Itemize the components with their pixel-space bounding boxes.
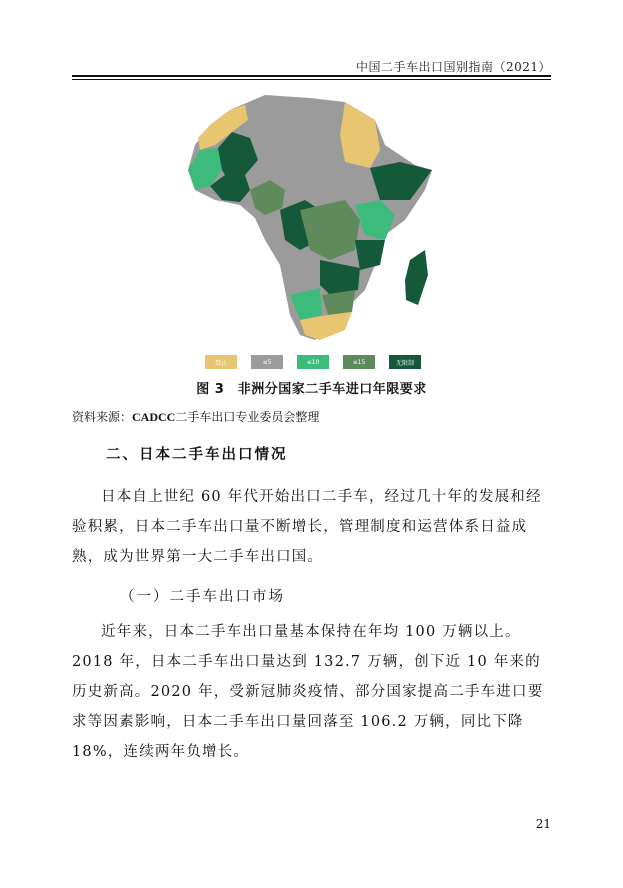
header-rule-thin <box>72 79 551 80</box>
paragraph-market: 近年来，日本二手车出口量基本保持在年均 100 万辆以上。2018 年，日本二手车出口量达到 132.7 万辆，创下近 10 年来的历史新高。2020 年，受新冠肺炎疫情、部分国家提高二手车进口要求等因素影响，日本二手车出口量回落至 106.2 万辆，同比下降 18%，连续两年负增长。 <box>72 624 544 760</box>
africa-map-svg <box>170 90 450 350</box>
region-egypt-sudan <box>340 102 380 168</box>
legend-item-15: ≤15 <box>343 355 375 369</box>
page-number: 21 <box>535 817 551 831</box>
header-rule <box>72 75 551 77</box>
figure-caption: 图 3 非洲分国家二手车进口年限要求 <box>196 382 427 397</box>
region-tanzania <box>355 240 385 270</box>
legend-item-unlimited: 无限制 <box>389 355 421 369</box>
map-legend <box>205 355 420 369</box>
running-header-title: 中国二手车出口国别指南（2021） <box>355 60 551 74</box>
legend-item-banned: 禁止 <box>205 355 237 369</box>
source-org: CADCC <box>132 410 176 424</box>
africa-map <box>170 90 450 350</box>
sub-heading: （一）二手车出口市场 <box>120 589 285 605</box>
region-madagascar <box>405 250 428 305</box>
source-line <box>72 408 319 425</box>
region-horn <box>370 162 432 200</box>
legend-item-10: ≤10 <box>297 355 329 369</box>
paragraph-intro: 日本自上世纪 60 年代开始出口二手车，经过几十年的发展和经验积累，日本二手车出口量不断增长，管理制度和运营体系日益成熟，成为世界第一大二手车出口国。 <box>72 489 542 565</box>
section-heading: 二、日本二手车出口情况 <box>106 446 288 463</box>
source-text: 二手车出口专业委员会整理 <box>175 410 320 424</box>
legend-item-5: ≤5 <box>251 355 283 369</box>
source-label: 资料来源： <box>72 410 133 424</box>
